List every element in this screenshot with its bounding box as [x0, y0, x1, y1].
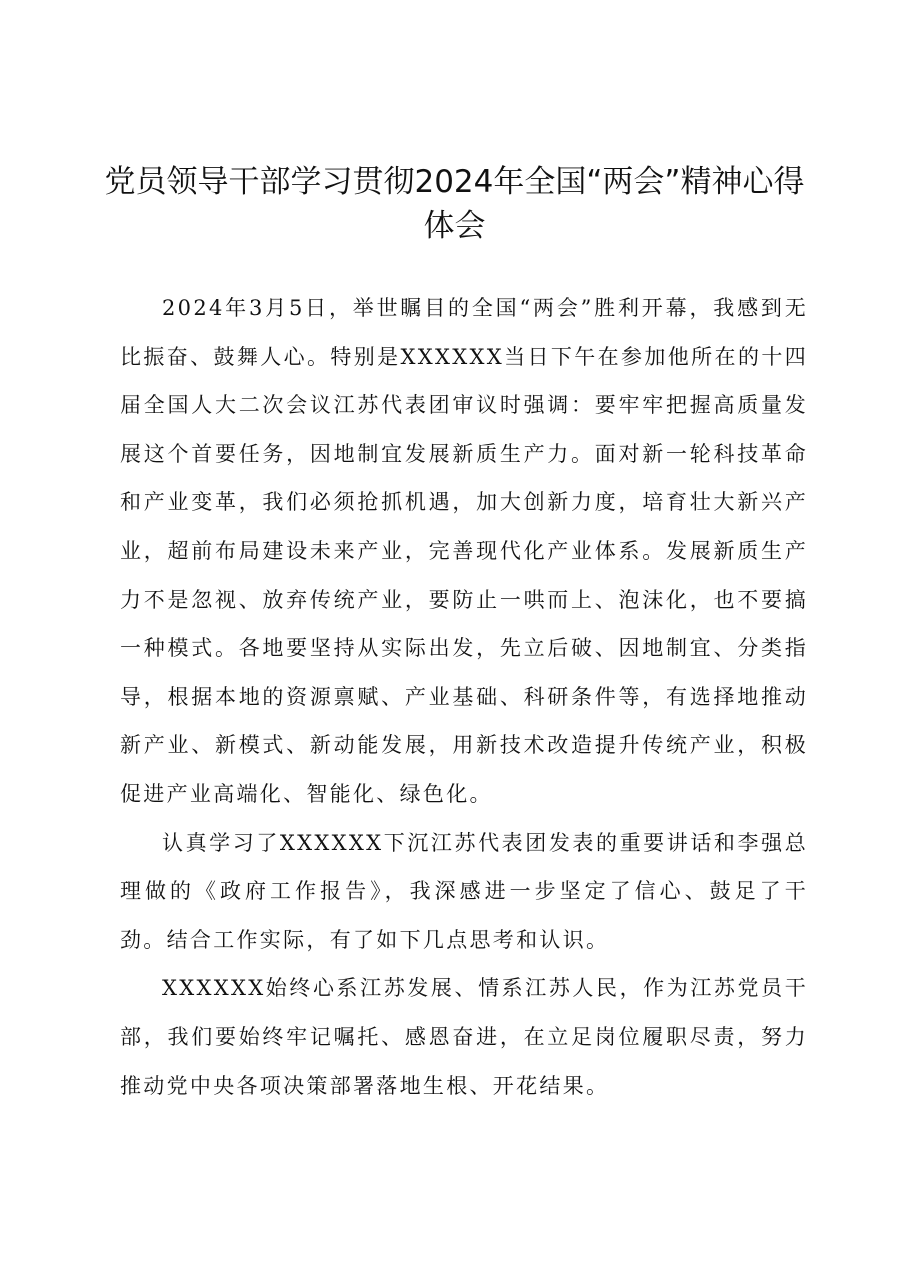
document-title: 党员领导干部学习贯彻2024年全国“两会”精神心得体会 [104, 164, 805, 244]
paragraph-2: 认真学习了XXXXXX下沉江苏代表团发表的重要讲话和李强总理做的《政府工作报告》，我深感进一步坚定了信心、鼓足了干劲。结合工作实际，有了如下几点思考和认识。 [120, 830, 808, 952]
paragraph-1: 2024年3月5日，举世瞩目的全国“两会”胜利开幕，我感到无比振奋、鼓舞人心。特别是XXXXXX当日下午在参加他所在的十四届全国人大二次会议江苏代表团审议时强调：要牢牢把握高质量发展这个首要任务，因地制宜发展新质生产力。面对新一轮科技革命和产业变革，我们必须抢抓机遇，加大创新力度，培育壮大新兴产业，超前布局建设未来产业，完善现代化产业体系。发展新质生产力不是忽视、放弃传统产业，要防止一哄而上、泡沫化，也不要搞一种模式。各地要坚持从实际出发，先立后破、因地制宜、分类指导，根据本地的资源禀赋、产业基础、科研条件等，有选择地推动新产业、新模式、新动能发展，用新技术改造提升传统产业，积极促进产业高端化、智能化、绿色化。 [120, 296, 808, 806]
paragraph-3: XXXXXX始终心系江苏发展、情系江苏人民，作为江苏党员干部，我们要始终牢记嘱托、感恩奋进，在立足岗位履职尽责，努力推动党中央各项决策部署落地生根、开花结果。 [120, 976, 808, 1098]
document-body [120, 284, 808, 1110]
